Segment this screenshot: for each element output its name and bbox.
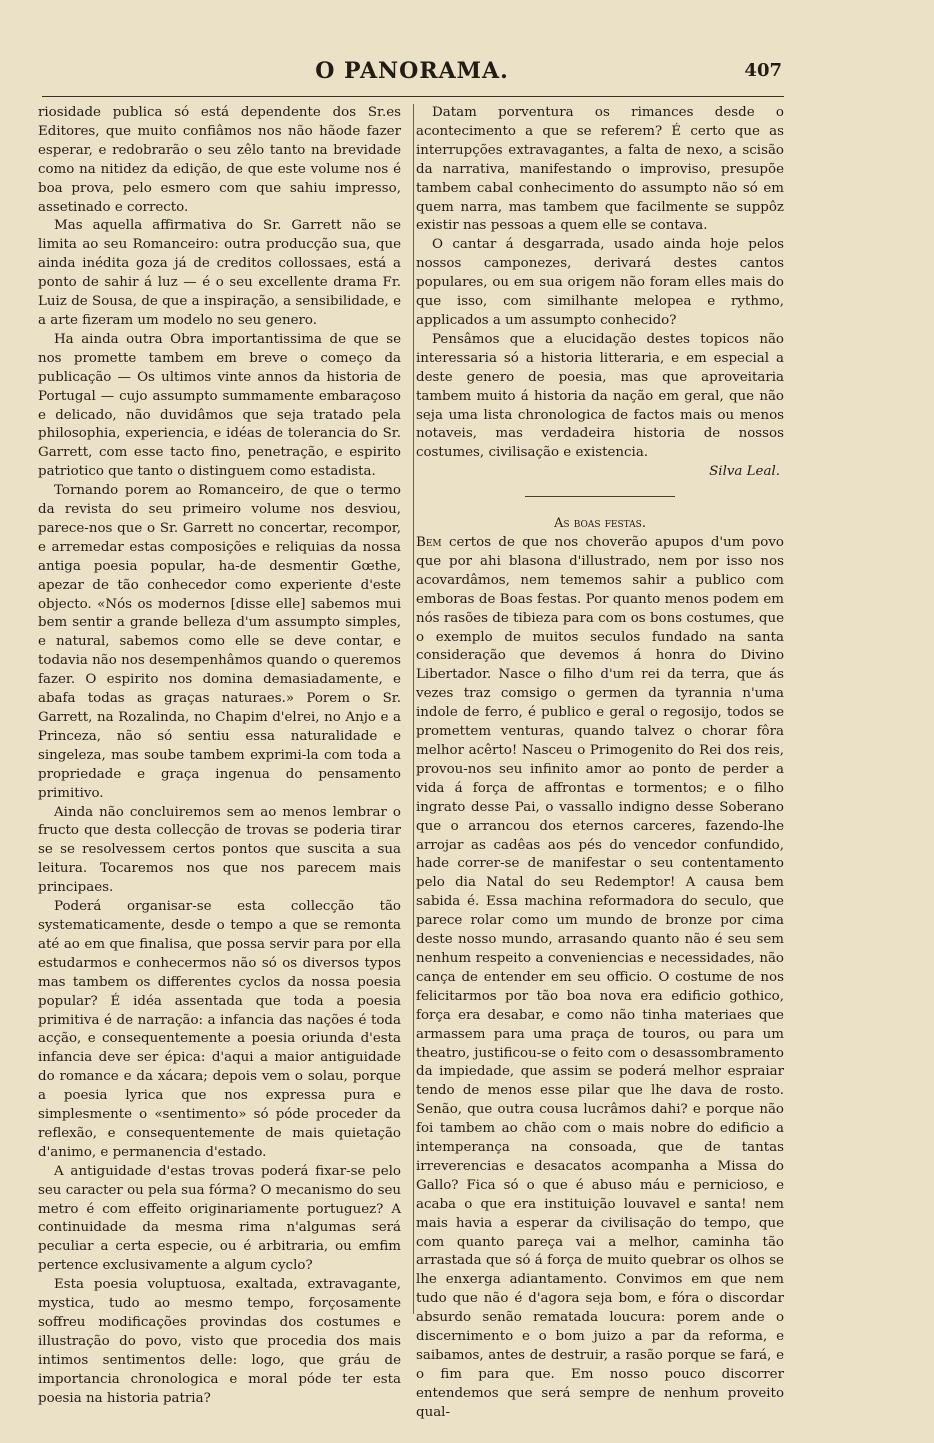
right-column	[416, 104, 784, 1423]
paragraph	[416, 534, 784, 1423]
section-title: As boas festas.	[554, 516, 646, 532]
paragraph: O cantar á desgarrada, usado ainda hoje pelos nossos camponezes, derivará destes cantos populares, ou em sua origem não foram elles mais do que isso, com similhante melopea e rythmo, applicados a um assumpto conhecido?	[416, 237, 784, 328]
header-rule	[42, 96, 784, 97]
masthead-title: O PANORAMA.	[315, 58, 509, 84]
section-divider	[525, 496, 675, 497]
paragraph: A antiguidade d'estas trovas poderá fixar-se pelo seu caracter ou pela sua fórma? O mecanismo do seu metro é com effeito originariamente portuguez? A continuidade da mesma rima n'algumas será peculiar a certa especie, ou é arbitraria, ou emfim pertence exclusivamente a algum cyclo?	[38, 1163, 401, 1274]
paragraph: Ha ainda outra Obra importantissima de que se nos promette tambem em breve o começo da publicação — Os ultimos vinte annos da historia de Portugal — cujo assumpto summamente embaraçoso e delicado, não duvidâmos que seja tratado pela philosophia, experiencia, e idéas de tolerancia do Sr. Garrett, com esse tacto fino, penetração, e espirito patriotico que tanto o distinguem como estadista.	[38, 331, 401, 480]
lead-word: Bem	[416, 535, 442, 551]
author-signature: Silva Leal.	[709, 464, 780, 480]
paragraph: Tornando porem ao Romanceiro, de que o termo da revista do seu primeiro volume nos desviou, parece-nos que o Sr. Garrett no concertar, recompor, e arremedar estas composições e reliquias da nossa antiga poesia popular, ha-de desmentir Gœthe, apezar de tão conhecedor como experiente d'este objecto. «Nós os modernos [disse elle] sabemos mui bem sentir a grande belleza d'um assumpto simples, e natural, sabemos como elle se deve contar, e todavia não nos desempenhâmos quando o queremos fazer. O espirito nos domina demasiadamente, e abafa todas as graças naturaes.» Porem o Sr. Garrett, na Rozalinda, no Chapim d'elrei, no Anjo e a Princeza, não só sentiu essa naturalidade e singeleza, mas soube tambem exprimi-la com toda a propriedade e graça ingenua do pensamento primitivo.	[38, 483, 401, 801]
paragraph: Datam porventura os rimances desde o acontecimento a que se referem? É certo que as interrupções extravagantes, a falta de nexo, a scisão da narrativa, manifestando o improviso, presupõe tambem cabal conhecimento do assumpto não só em quem narra, mas tambem que facilmente se suppôz existir nas pessoas a quem elle se contava.	[416, 105, 784, 234]
column-divider	[413, 104, 414, 1314]
paragraph: riosidade publica só está dependente dos Sr.es Editores, que muito confiâmos nos não hãode fazer esperar, e redobrarão o seu zêlo tanto na brevidade como na nitidez da edição, de que este volume nos é boa prova, pelo esmero com que sahiu impresso, assetinado e correcto.	[38, 105, 401, 215]
page-header	[42, 58, 782, 98]
paragraph: Mas aquella affirmativa do Sr. Garrett não se limita ao seu Romanceiro: outra producção sua, que ainda inédita goza já de creditos collossaes, está a ponto de sahir á luz — é o seu excellente drama Fr. Luiz de Sousa, de que a inspiração, a sensibilidade, e a arte fizeram um modelo no seu genero.	[38, 218, 401, 328]
paragraph: Pensâmos que a elucidação destes topicos não interessaria só a historia litteraria, e em especial a deste genero de poesia, mas que aproveitaria tambem muito á historia da nação em geral, que não seja uma lista chronologica de factos mais ou menos notaveis, mas verdadeira historia de nossos costumes, civilisação e existencia.	[416, 331, 784, 461]
paragraph-body: certos de que nos choverão apupos d'um povo que por ahi blasona d'illustrado, nem por isso nos acovardâmos, nem tememos sahir a publico com emboras de Boas festas. Por quanto menos podem em nós rasões de tibieza para com os bons costumes, que o exemplo de muitos seculos fundado na santa consideração que devemos á honra do Divino Libertador. Nasce o filho d'um rei da terra, que ás vezes traz comsigo o germen da tyrannia n'uma indole de ferro, é publico e geral o regosijo, todos se promettem venturas, quando talvez o chorar fôra melhor acêrto! Nasceu o Primogenito do Rei dos reis, provou-nos seu infinito amor ao ponto de perder a vida á força de affrontas e tormentos; e o filho ingrato desse Pai, o vassallo indigno desse Soberano que o arrancou dos eternos carceres, fazendo-lhe arrojar as cadêas aos pés do vencedor confundido, hade correr-se de manifestar o seu contentamento pelo dia Natal do seu Redemptor! A causa bem sabida é. Essa machina reformadora do seculo, que parece rolar como um mundo de bronze por cima deste nosso mundo, arrasando quanto não é seu sem nenhum respeito a conveniencias e necessidades, não cança de entender em seu officio. O costume de nos felicitarmos por tão boa nova era edificio gothico, força era desabar, e como não tinha materiaes que armassem para uma praça de touros, ou para um theatro, justificou-se o feito com o desassombramento da impiedade, que assim se poderá melhor espraiar tendo de menos esse pilar que lhe dava de rosto. Senão, que outra cousa lucrâmos dahi? e porque não foi tambem ao chão com o mais nobre do edificio a intemperança na consoada, que de tantas irreverencias e desacatos acompanha a Missa do Gallo? Fica só o que é abuso máu e pernicioso, e acaba o que era instituição louvavel e santa! nem mais havia a esperar da civilisação do tempo, que com quanto pareça vai a melhor, caminha tão arrastada que só á força de muito quebrar os olhos se lhe enxerga adiantamento. Convimos em que nem tudo que não é d'agora seja bom, e fóra o discordar absurdo senão rematada loucura: porem ande o discernimento e o bom juizo a par da reforma, e saibamos, antes de destruir, a rasão porque se fará, e o fim para que. Em nosso pouco discorrer entendemos que será sempre de nenhum proveito qual-	[416, 535, 784, 1420]
page-number: 407	[744, 60, 782, 81]
left-column	[38, 104, 401, 1409]
paragraph: Ainda não concluiremos sem ao menos lembrar o fructo que desta collecção de trovas se poderia tirar se se resolvessem certos pontos que suscita a sua leitura. Tocaremos nos que nos parecem mais principaes.	[38, 804, 401, 896]
paragraph: Poderá organisar-se esta collecção tão systematicamente, desde o tempo a que se remonta até ao em que finalisa, que possa servir para por ella estudarmos e conhecermos não só os diversos typos mas tambem os differentes cyclos da nossa poesia popular? É idéa assentada que toda a poesia primitiva é de narração: a infancia das nações é toda acção, e consequentemente a poesia oriunda d'esta infancia deve ser épica: d'aqui a maior antiguidade do romance e da xácara; depois vem o solau, porque a poesia lyrica que nos expressa pura e simplesmente o «sentimento» só póde proceder da reflexão, e consequentemente de mais quietação d'animo, e permanencia d'estado.	[38, 899, 401, 1160]
paragraph: Esta poesia voluptuosa, exaltada, extravagante, mystica, tudo ao mesmo tempo, forçosamente soffreu modificações provindas dos costumes e illustração do povo, visto que procedia dos mais intimos sentimentos delle: logo, que gráu de importancia chronologica e moral póde ter esta poesia na historia patria?	[38, 1277, 401, 1406]
